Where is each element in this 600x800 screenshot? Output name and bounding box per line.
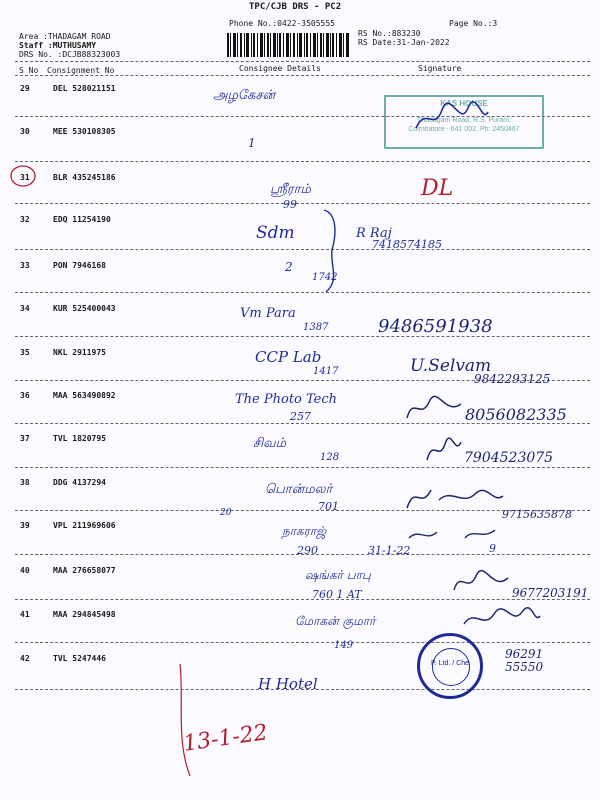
handwritten-name: மோகன் குமார் [295,614,376,628]
handwritten-phone: 96291 55550 [505,647,544,674]
page-number: Page No.:3 [449,19,498,28]
handwritten-name: Vm Para [240,306,296,321]
stamp-line: Thadagam Road, R.S. Puram, [416,117,512,124]
red-circle-mark [8,163,38,189]
rs-date: RS Date:31-Jan-2022 [358,38,450,47]
column-signature: Signature [418,64,462,73]
row-sno: 41 [20,610,30,619]
handwritten-note: 760 1 AT [312,588,362,601]
row-sno: 39 [20,521,30,530]
handwritten-signature: U.Selvam [410,356,492,376]
row-sno: 34 [20,304,30,313]
handwritten-note: 701 [318,500,339,513]
row-sno: 38 [20,478,30,487]
row-sno: 30 [20,127,30,136]
signature-scribble [452,568,512,598]
handwritten-name: H Hotel [258,675,318,693]
row-sno: 36 [20,391,30,400]
handwritten-name: CCP Lab [255,348,322,366]
barcode-icon [227,33,349,57]
phone-number: Phone No.:0422-3505555 [229,19,335,28]
handwritten-date: 13-1-22 [181,720,270,757]
handwritten-name: The Photo Tech [235,392,338,407]
handwritten-phone: 8056082335 [465,405,567,424]
row-consignment: MAA 563490892 [53,391,116,400]
handwritten-phone: 9715635878 [502,508,572,521]
handwritten-phone: 9842293125 [474,372,551,386]
row-consignment: EDQ 11254190 [53,215,111,224]
signature-scribble [462,604,542,634]
handwritten-note: 257 [290,410,311,423]
signature-scribble [405,392,465,426]
handwritten-name: ஷங்கர் பாபு [305,568,371,582]
column-consignment: Consignment No [47,66,115,75]
row-consignment: MAA 276658077 [53,566,116,575]
handwritten-name: நாகராஜ் [282,524,327,538]
row-sno: 33 [20,261,30,270]
signature-scribble [425,436,463,466]
handwritten-note: 1417 [313,366,339,377]
handwritten-note: 1387 [303,322,329,333]
row-sno: 31 [20,173,30,182]
row-consignment: KUR 525400043 [53,304,116,313]
signature-scribble [405,524,505,544]
stamp-line: KAS HOUSE [440,99,488,108]
row-consignment: PON 7946168 [53,261,106,270]
row-sno: 32 [20,215,30,224]
area-label: Area :THADAGAM ROAD [19,32,111,41]
handwritten-signature: R Raj [356,226,392,241]
document-title: TPC/CJB DRS - PC2 [249,2,342,12]
drs-number: DRS No. :DCJB88323003 [19,50,121,59]
handwritten-phone: 9677203191 [512,586,589,600]
handwritten-name: பொன்மலர் [265,482,333,497]
row-sno: 37 [20,434,30,443]
row-sno: 40 [20,566,30,575]
signature-scribble [412,98,492,138]
row-divider [15,642,590,643]
handwritten-note: 9 [489,542,496,555]
row-consignment: NKL 2911975 [53,348,106,357]
handwritten-phone: 7418574185 [372,238,442,251]
red-vertical-stroke [170,660,210,780]
row-sno: 35 [20,348,30,357]
row-divider [15,203,590,204]
row-sno: 29 [20,84,30,93]
handwritten-name: ஸ்ரீராம் [270,182,311,197]
signature-scribble [405,480,505,514]
header-divider-top [15,61,590,62]
handwritten-name: சிவம் [253,436,287,451]
company-seal-stamp [417,633,483,699]
handwritten-note: 1742 [312,272,338,283]
rs-number: RS No.:883230 [358,29,421,38]
row-sno: 42 [20,654,30,663]
staff-label: Staff :MUTHUSAMY [19,41,97,50]
row-consignment: DEL 528021151 [53,84,116,93]
column-sno: S No [19,66,39,75]
handwritten-note: 128 [320,452,340,463]
handwritten-date: 31-1-22 [368,544,411,557]
handwritten-note: 20 [220,508,232,518]
seal-inner-ring [432,648,470,686]
handwritten-name: Sdm [256,223,295,243]
handwritten-note: 290 [297,544,318,557]
handwritten-note: 99 [283,198,297,211]
row-consignment: BLR 435245186 [53,173,116,182]
column-consignee: Consignee Details [239,64,321,73]
row-divider [15,336,590,337]
handwritten-phone: 7904523075 [464,450,554,466]
header-divider-bottom [15,75,590,76]
row-divider [15,292,590,293]
row-consignment: TVL 5247446 [53,654,106,663]
handwritten-note: 1 [248,136,256,150]
handwritten-note: 149 [334,640,354,651]
row-divider [15,249,590,250]
row-divider [15,161,590,162]
row-divider [15,467,590,468]
row-consignment: DDG 4137294 [53,478,106,487]
row-consignment: MEE 530108305 [53,127,116,136]
stamp-line: Coimbatore - 641 002, Ph: 2450467 [408,126,520,133]
row-consignment: VPL 211969606 [53,521,116,530]
row-consignment: TVL 1820795 [53,434,106,443]
handwritten-phone: 9486591938 [378,316,493,337]
handwritten-name: அழகேசன் [213,88,276,103]
row-consignment: MAA 294845498 [53,610,116,619]
handwritten-note: 2 [285,260,293,274]
seal-text: P. Ltd. / Che [430,660,469,667]
handwritten-dl-mark: DL [421,176,454,201]
row-divider [15,599,590,600]
